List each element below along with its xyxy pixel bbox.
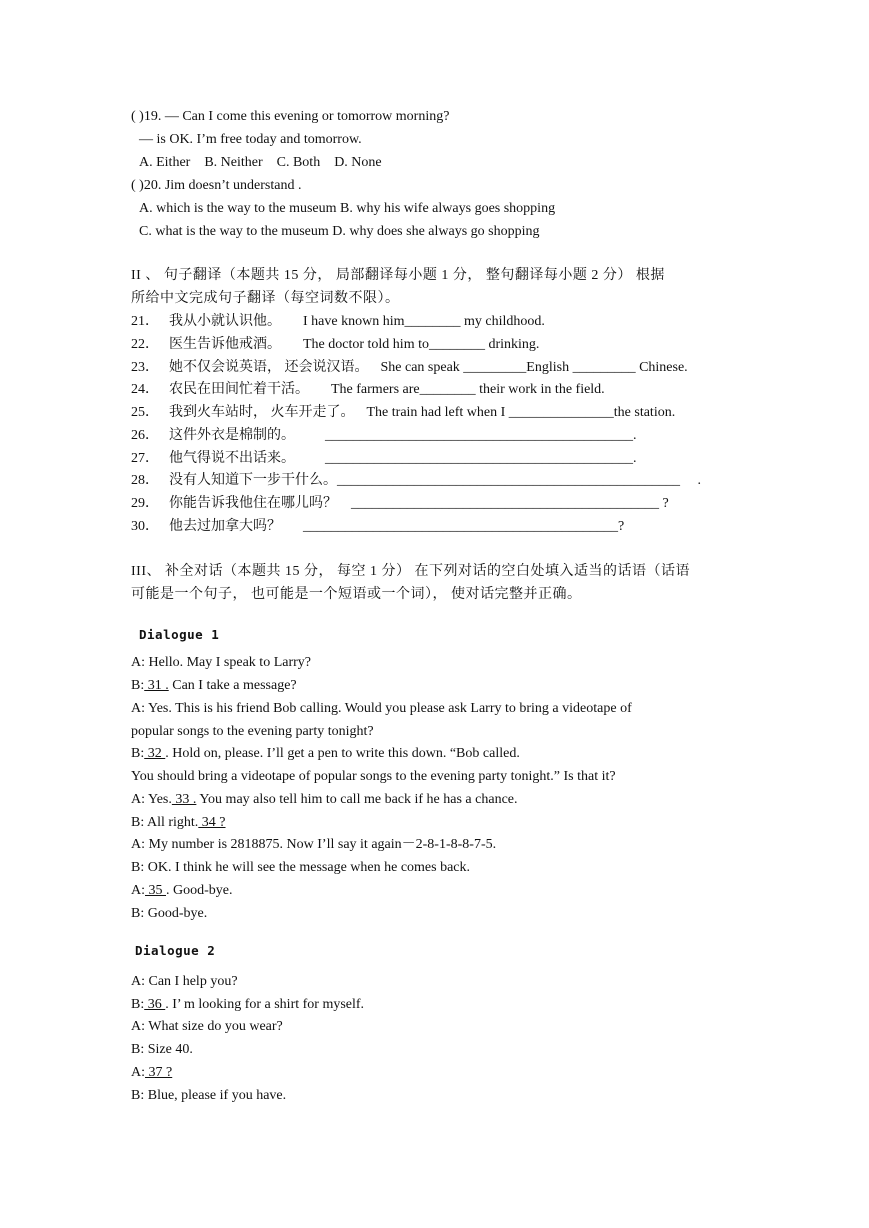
- dialogue-2-title: Dialogue 2: [135, 943, 216, 958]
- dialogue-1-line: A: Hello. May I speak to Larry?: [131, 655, 311, 670]
- section-2-heading-line1: II 、 句子翻译（本题共 15 分， 局部翻译每小题 1 分， 整句翻译每小题 2 分） 根据: [131, 268, 665, 283]
- translation-item-21: 21． 我从小就认识他。 I have known him________ my childhood.: [131, 314, 545, 329]
- dialogue-2-line: A: What size do you wear?: [131, 1019, 283, 1034]
- dialogue-1-line: B: All right. 34 ?: [131, 815, 226, 830]
- dialogue-1-line: B: Good-bye.: [131, 906, 208, 921]
- blank-31: 31 .: [144, 678, 169, 693]
- blank-37: 37 ?: [145, 1065, 173, 1080]
- section-3-heading-line2: 可能是一个句子， 也可能是一个短语或一个词）， 使对话完整并正确。: [131, 587, 582, 602]
- question-20-options-ab: A. which is the way to the museum B. why his wife always goes shopping: [139, 201, 556, 216]
- question-19-reply: — is OK. I’m free today and tomorrow.: [139, 132, 362, 147]
- blank-36: 36: [144, 997, 166, 1012]
- translation-item-30: 30． 他去过加拿大吗？ _____________________________________________?: [131, 519, 625, 534]
- translation-item-29: 29． 你能告诉我他住在哪儿吗？ ____________________________________________ ?: [131, 496, 669, 511]
- dialogue-1-line: B: 31 . Can I take a message?: [131, 678, 297, 693]
- blank-33: 33 .: [171, 792, 197, 807]
- translation-item-22: 22． 医生告诉他戒酒。 The doctor told him to________ drinking.: [131, 337, 540, 352]
- section-2-heading-line2: 所给中文完成句子翻译（每空词数不限）。: [131, 291, 400, 306]
- blank-35: 35: [145, 883, 166, 898]
- dialogue-2-line: B: 36 . I’ m looking for a shirt for myself.: [131, 997, 365, 1012]
- dialogue-1-line: A: Yes. 33 . You may also tell him to call me back if he has a chance.: [131, 792, 518, 807]
- dialogue-1-line: A: Yes. This is his friend Bob calling. Would you please ask Larry to bring a videotape of: [131, 701, 632, 716]
- dialogue-1-line: B: OK. I think he will see the message when he comes back.: [131, 860, 471, 875]
- dialogue-1-line: A: 35 . Good-bye.: [131, 883, 233, 898]
- translation-item-27: 27． 他气得说不出话来。 ____________________________________________.: [131, 451, 637, 466]
- translation-item-26: 26． 这件外衣是棉制的。 ____________________________________________.: [131, 428, 637, 443]
- dialogue-2-line: B: Size 40.: [131, 1042, 193, 1057]
- question-20: ( )20. Jim doesn’t understand .: [131, 178, 302, 193]
- question-20-options-cd: C. what is the way to the museum D. why does she always go shopping: [139, 224, 540, 239]
- dialogue-1-line: popular songs to the evening party tonight?: [131, 724, 374, 739]
- dialogue-1-line: A: My number is 2818875. Now I’ll say it again－2-8-1-8-8-7-5.: [131, 837, 497, 852]
- translation-item-25: 25． 我到火车站时， 火车开走了。 The train had left when I _______________the station.: [131, 405, 676, 420]
- question-19: ( )19. — Can I come this evening or tomorrow morning?: [131, 109, 450, 124]
- dialogue-1-title: Dialogue 1: [139, 627, 220, 642]
- dialogue-1-line: You should bring a videotape of popular songs to the evening party tonight.” Is that it?: [131, 769, 616, 784]
- blank-32: 32: [144, 746, 166, 761]
- translation-item-28: 28． 没有人知道下一步干什么。_________________________________________________ .: [131, 473, 701, 488]
- translation-item-24: 24． 农民在田间忙着干活。 The farmers are________ their work in the field.: [131, 382, 605, 397]
- question-19-options: A. Either B. Neither C. Both D. None: [139, 155, 382, 170]
- section-3-heading-line1: III、 补全对话（本题共 15 分， 每空 1 分） 在下列对话的空白处填入适当的话语（话语: [131, 564, 690, 579]
- dialogue-1-line: B: 32 . Hold on, please. I’ll get a pen to write this down. “Bob called.: [131, 746, 520, 761]
- dialogue-2-line: A: 37 ?: [131, 1065, 173, 1080]
- dialogue-2-line: A: Can I help you?: [131, 974, 238, 989]
- dialogue-2-line: B: Blue, please if you have.: [131, 1088, 287, 1103]
- blank-34: 34 ?: [198, 815, 226, 830]
- translation-item-23: 23． 她不仅会说英语， 还会说汉语。 She can speak _________English _________ Chinese.: [131, 360, 688, 375]
